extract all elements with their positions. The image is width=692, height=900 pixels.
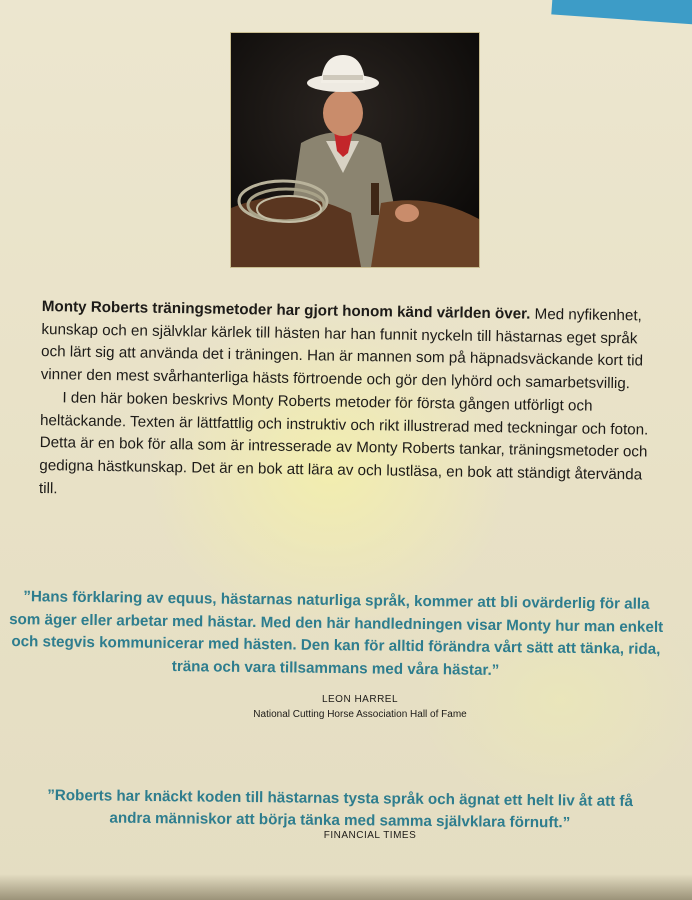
cover-edge-strip	[551, 0, 692, 26]
author-photo	[230, 32, 480, 268]
quote-2-author: FINANCIAL TIMES	[323, 830, 417, 841]
quote-1-author: LEON HARREL	[321, 694, 399, 705]
book-description	[39, 296, 662, 510]
cowboy-illustration	[231, 33, 479, 267]
description-paragraph-1	[41, 296, 662, 397]
quote-financial-times: ”Roberts har knäckt koden till hästarnas tysta språk och ägnat ett helt liv åt att få andra människor att börja tänka med samma självklara förnuft.”	[47, 786, 634, 832]
quote-leon-harrel: ”Hans förklaring av equus, hästarnas naturliga språk, kommer att bli ovärderlig för alla som äger eller arbetar med hästar. Med den här handledningen visar Monty hur man enkelt och stegvis kommunicerar med hästen. Den kan för alltid förändra vårt sätt att tänka, rida, träna och vara tillsammans med våra hästar.”	[9, 588, 664, 679]
page-edge-shadow	[0, 874, 692, 900]
lead-sentence: Monty Roberts träningsmetoder har gjort honom känd världen över.	[41, 297, 531, 323]
quote-1-attribution	[190, 692, 530, 722]
quote-1-affiliation: National Cutting Horse Association Hall of Fame	[253, 709, 467, 720]
paragraph-1-text: Med nyfikenhet, kunskap och en självklar kärlek till hästen har han funnit nyckeln till hästarnas eget språk och lärt sig att använda det i träningen. Han är mannen som på häpnadsväckande kort tid vinner den mest svårhanterliga hästs förtroende och gör den lyhörd och samarbetsvillig.	[40, 305, 644, 393]
description-paragraph-2: I den här boken beskrivs Monty Roberts metoder för första gången utförligt och heltäckande. Texten är lättfattlig och instruktiv och rikt illustrerad med teckningar och foton. Detta är en bok för alla som är intresserade av Monty Roberts tankar, träningsmetoder och gedigna hästkunskap. Det är en bok att lära av och lustläsa, en bok att ständigt återvända till.	[38, 389, 649, 497]
